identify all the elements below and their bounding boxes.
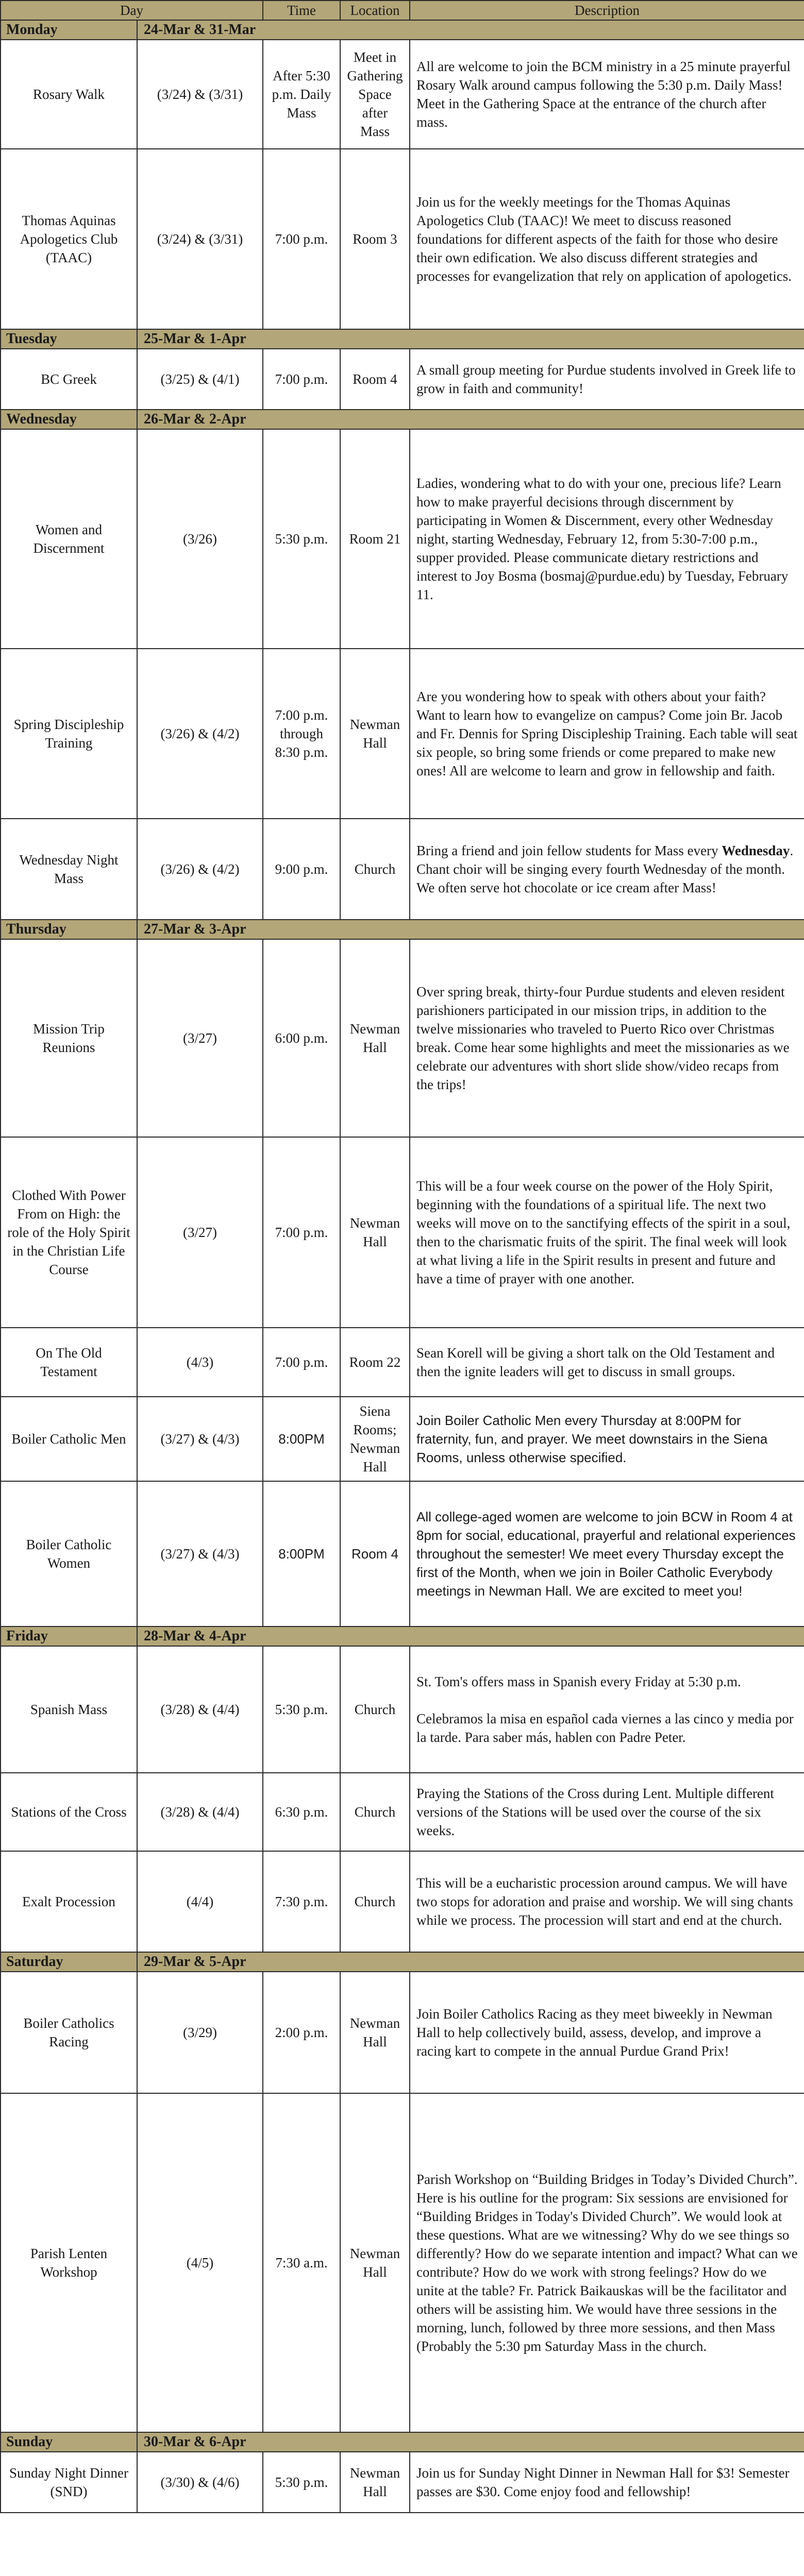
event-time: 6:00 p.m. (263, 939, 340, 1137)
event-row (1, 939, 804, 1137)
event-title: Spring Discipleship Training (1, 649, 137, 819)
event-row (1, 1397, 804, 1481)
event-dates: (3/30) & (4/6) (137, 2452, 263, 2513)
event-description: Over spring break, thirty-four Purdue students and eleven resident parishioners participated in our mission trips, in addition to the twelve missionaries who traveled to Puerto Rico over Christmas break. Come hear some highlights and meet the missionaries as we celebrate our adventures with short slide show/video recaps from the trips! (410, 939, 804, 1137)
day-name: Tuesday (1, 329, 137, 349)
event-row (1, 1851, 804, 1952)
event-description: Join Boiler Catholic Men every Thursday at 8:00PM for fraternity, fun, and prayer. We meet downstairs in the Siena Rooms, unless otherwise specified. (410, 1397, 804, 1481)
day-name: Friday (1, 1626, 137, 1646)
column-header-day: Day (1, 1, 263, 20)
event-dates: (3/26) & (4/2) (137, 819, 263, 920)
event-location: Room 3 (340, 149, 410, 329)
event-row (1, 429, 804, 649)
event-title: Mission Trip Reunions (1, 939, 137, 1137)
event-dates: (3/27) & (4/3) (137, 1481, 263, 1626)
event-dates: (3/27) (137, 1137, 263, 1328)
event-row (1, 40, 804, 149)
event-dates: (3/24) & (3/31) (137, 149, 263, 329)
event-dates: (3/28) & (4/4) (137, 1773, 263, 1851)
event-time: 7:00 p.m. (263, 1137, 340, 1328)
event-location: Newman Hall (340, 1972, 410, 2093)
event-title: Boiler Catholic Women (1, 1481, 137, 1626)
event-time: After 5:30 p.m. Daily Mass (263, 40, 340, 149)
paragraph-spacer (416, 1691, 798, 1709)
event-title: Thomas Aquinas Apologetics Club (TAAC) (1, 149, 137, 329)
event-dates: (4/4) (137, 1851, 263, 1952)
event-location: Newman Hall (340, 2452, 410, 2513)
event-row (1, 349, 804, 410)
day-range: 29-Mar & 5-Apr (137, 1952, 804, 1972)
event-description (410, 1646, 804, 1773)
event-time: 7:30 a.m. (263, 2093, 340, 2432)
event-time: 5:30 p.m. (263, 2452, 340, 2513)
day-row-tuesday (1, 329, 804, 349)
event-description: Join us for Sunday Night Dinner in Newman Hall for $3! Semester passes are $30. Come enjoy food and fellowship! (410, 2452, 804, 2513)
event-row (1, 1481, 804, 1626)
event-time: 5:30 p.m. (263, 1646, 340, 1773)
event-dates: (4/3) (137, 1328, 263, 1397)
day-range: 25-Mar & 1-Apr (137, 329, 804, 349)
event-dates: (3/27) (137, 939, 263, 1137)
event-title: Parish Lenten Workshop (1, 2093, 137, 2432)
day-range: 24-Mar & 31-Mar (137, 20, 804, 40)
event-row (1, 1773, 804, 1851)
event-description: This will be a four week course on the power of the Holy Spirit, beginning with the foundations of a spiritual life. The next two weeks will move on to the sanctifying effects of the spirit in a soul, then to the charismatic fruits of the spirit. The final week will look at what living a life in the Spirit results in present and future and have a time of prayer with one another. (410, 1137, 804, 1328)
column-header-time: Time (263, 1, 340, 20)
day-range: 30-Mar & 6-Apr (137, 2432, 804, 2452)
day-row-sunday (1, 2432, 804, 2452)
event-row (1, 819, 804, 920)
header-row (1, 1, 804, 20)
event-location: Room 21 (340, 429, 410, 649)
event-dates: (3/28) & (4/4) (137, 1646, 263, 1773)
event-title: Clothed With Power From on High: the role of the Holy Spirit in the Christian Life Course (1, 1137, 137, 1328)
event-description: Parish Workshop on “Building Bridges in Today’s Divided Church”. Here is his outline for the program: Six sessions are envisioned for “Building Bridges in Today's Divided Church”. We would look at these questions. What are we witnessing? Why do we see things so differently? How do we separate intention and impact? What can we contribute? How do we work with strong feelings? How do we unite at the table? Fr. Patrick Baikauskas will be the facilitator and others will be assisting him. We would have three sessions in the morning, lunch, followed by three more sessions, and then Mass (Probably the 5:30 pm Saturday Mass in the church. (410, 2093, 804, 2432)
event-title: Rosary Walk (1, 40, 137, 149)
event-location: Newman Hall (340, 939, 410, 1137)
event-row (1, 649, 804, 819)
day-name: Thursday (1, 920, 137, 939)
event-time: 9:00 p.m. (263, 819, 340, 920)
event-title: Sunday Night Dinner (SND) (1, 2452, 137, 2513)
event-title: Boiler Catholics Racing (1, 1972, 137, 2093)
day-name: Saturday (1, 1952, 137, 1972)
event-description: All are welcome to join the BCM ministry in a 25 minute prayerful Rosary Walk around campus following the 5:30 p.m. Daily Mass! Meet in the Gathering Space at the entrance of the church after mass. (410, 40, 804, 149)
event-time: 7:00 p.m. (263, 349, 340, 410)
event-location: Newman Hall (340, 2093, 410, 2432)
event-time: 7:00 p.m. (263, 149, 340, 329)
event-row (1, 1972, 804, 2093)
description-paragraph: Celebramos la misa en español cada viernes a las cinco y media por la tarde. Para saber más, hablen con Padre Peter. (416, 1711, 794, 1745)
event-location: Room 22 (340, 1328, 410, 1397)
day-row-thursday (1, 920, 804, 939)
event-dates: (4/5) (137, 2093, 263, 2432)
event-time: 7:30 p.m. (263, 1851, 340, 1952)
event-description: Join Boiler Catholics Racing as they meet biweekly in Newman Hall to help collectively build, assess, develop, and improve a racing kart to compete in the annual Purdue Grand Prix! (410, 1972, 804, 2093)
event-location: Meet in Gathering Space after Mass (340, 40, 410, 149)
day-name: Monday (1, 20, 137, 40)
description-text: . Chant choir will be singing every fourth Wednesday of the month. We often serve hot chocolate or ice cream after Mass! (416, 843, 794, 895)
event-location: Room 4 (340, 349, 410, 410)
event-dates: (3/29) (137, 1972, 263, 2093)
event-title: Women and Discernment (1, 429, 137, 649)
event-row (1, 2452, 804, 2513)
event-description: Sean Korell will be giving a short talk on the Old Testament and then the ignite leaders will get to discuss in small groups. (410, 1328, 804, 1397)
event-description: Ladies, wondering what to do with your one, precious life? Learn how to make prayerful decisions through discernment by participating in Women & Discernment, every other Wednesday night, starting Wednesday, February 12, from 5:30-7:00 p.m., supper provided. Please communicate dietary restrictions and interest to Joy Bosma (bosmaj@purdue.edu) by Tuesday, February 11. (410, 429, 804, 649)
event-row (1, 2093, 804, 2432)
event-row (1, 1137, 804, 1328)
event-location: Church (340, 819, 410, 920)
day-row-friday (1, 1626, 804, 1646)
column-header-description: Description (410, 1, 804, 20)
event-dates: (3/27) & (4/3) (137, 1397, 263, 1481)
event-title: Exalt Procession (1, 1851, 137, 1952)
event-location: Church (340, 1851, 410, 1952)
event-time: 6:30 p.m. (263, 1773, 340, 1851)
event-description (410, 819, 804, 920)
event-row (1, 1328, 804, 1397)
event-description: All college-aged women are welcome to join BCW in Room 4 at 8pm for social, educational, prayerful and relational experiences throughout the semester! We meet every Thursday except the first of the Month, when we join in Boiler Catholic Everybody meetings in Newman Hall. We are excited to meet you! (410, 1481, 804, 1626)
event-title: Boiler Catholic Men (1, 1397, 137, 1481)
event-location: Siena Rooms; Newman Hall (340, 1397, 410, 1481)
event-time: 8:00PM (263, 1481, 340, 1626)
day-range: 28-Mar & 4-Apr (137, 1626, 804, 1646)
day-row-monday (1, 20, 804, 40)
description-text: Bring a friend and join fellow students for Mass every (416, 843, 722, 858)
column-header-location: Location (340, 1, 410, 20)
description-paragraph: St. Tom's offers mass in Spanish every Friday at 5:30 p.m. (416, 1674, 741, 1689)
day-range: 27-Mar & 3-Apr (137, 920, 804, 939)
event-location: Church (340, 1773, 410, 1851)
event-time: 8:00PM (263, 1397, 340, 1481)
event-time: 2:00 p.m. (263, 1972, 340, 2093)
event-dates: (3/26) (137, 429, 263, 649)
event-description: Praying the Stations of the Cross during Lent. Multiple different versions of the Stations will be used over the course of the six weeks. (410, 1773, 804, 1851)
event-location: Newman Hall (340, 649, 410, 819)
event-description: This will be a eucharistic procession around campus. We will have two stops for adoration and praise and worship. We will sing chants while we process. The procession will start and end at the church. (410, 1851, 804, 1952)
day-name: Wednesday (1, 410, 137, 429)
event-title: Stations of the Cross (1, 1773, 137, 1851)
event-time: 7:00 p.m. (263, 1328, 340, 1397)
event-title: Wednesday Night Mass (1, 819, 137, 920)
event-dates: (3/24) & (3/31) (137, 40, 263, 149)
day-row-saturday (1, 1952, 804, 1972)
event-description: Join us for the weekly meetings for the Thomas Aquinas Apologetics Club (TAAC)! We meet to discuss reasoned foundations for different aspects of the faith for those who desire their own edification. We also discuss different strategies and processes for evangelization that rely on application of apologetics. (410, 149, 804, 329)
event-dates: (3/25) & (4/1) (137, 349, 263, 410)
event-title: BC Greek (1, 349, 137, 410)
event-title: Spanish Mass (1, 1646, 137, 1773)
description-emphasis: Wednesday (722, 843, 790, 858)
event-location: Church (340, 1646, 410, 1773)
event-row (1, 1646, 804, 1773)
event-description: Are you wondering how to speak with others about your faith? Want to learn how to evangelize on campus? Come join Br. Jacob and Fr. Dennis for Spring Discipleship Training. Each table will seat six people, so bring some friends or come prepared to make new ones! All are welcome to learn and grow in fellowship and faith. (410, 649, 804, 819)
event-title: On The Old Testament (1, 1328, 137, 1397)
event-location: Room 4 (340, 1481, 410, 1626)
day-name: Sunday (1, 2432, 137, 2452)
event-dates: (3/26) & (4/2) (137, 649, 263, 819)
event-time: 7:00 p.m. through 8:30 p.m. (263, 649, 340, 819)
event-description: A small group meeting for Purdue students involved in Greek life to grow in faith and community! (410, 349, 804, 410)
day-range: 26-Mar & 2-Apr (137, 410, 804, 429)
day-row-wednesday (1, 410, 804, 429)
event-row (1, 149, 804, 329)
event-location: Newman Hall (340, 1137, 410, 1328)
event-time: 5:30 p.m. (263, 429, 340, 649)
